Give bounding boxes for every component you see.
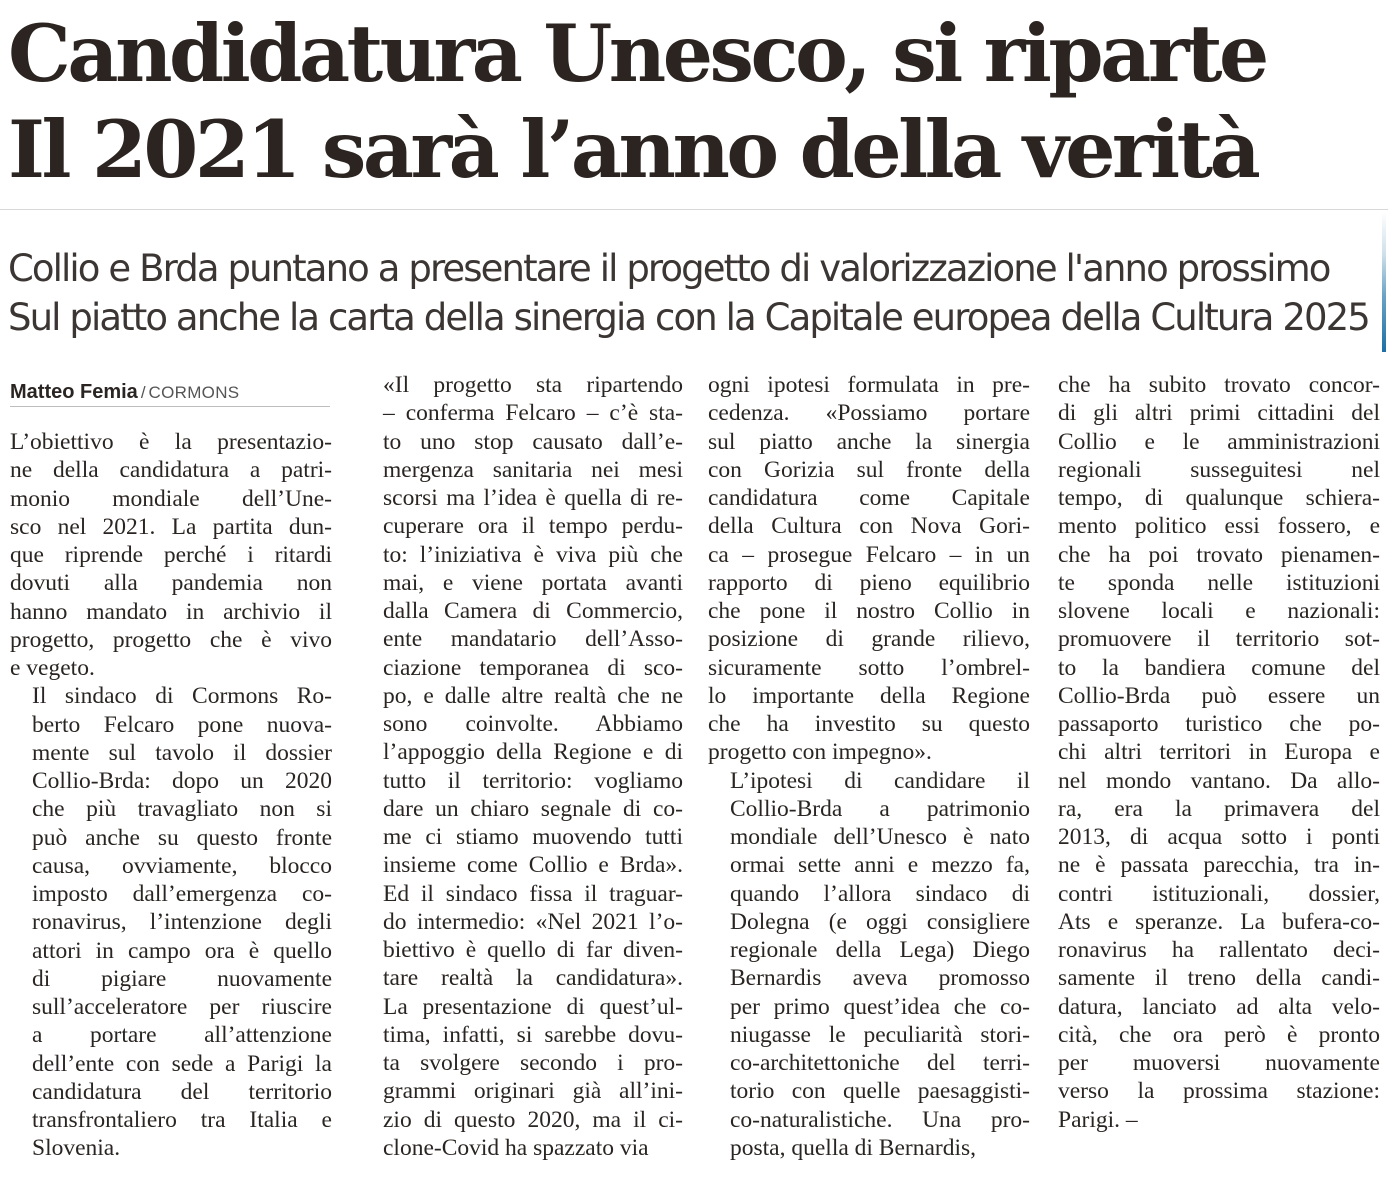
- article-line: ne della candidatura a patri-: [10, 457, 332, 484]
- article-line: scorsi ma l’idea è quella di re-: [383, 485, 683, 511]
- article-line: mente sul tavolo il dossier: [32, 739, 332, 766]
- article-line: te sponda nelle istituzioni: [1058, 569, 1380, 596]
- article-line: sul piatto anche la sinergia: [708, 428, 1030, 455]
- article-line: mergenza sanitaria nei mesi: [383, 456, 683, 483]
- article-line: grammi originari già all’ini-: [383, 1078, 683, 1105]
- article-column-2: [361, 371, 683, 1162]
- article-line: po, e dalle altre realtà che ne: [383, 682, 683, 709]
- article-line: e vegeto.: [10, 655, 95, 681]
- article-line: chi altri territori in Europa e: [1058, 739, 1380, 766]
- article-line: lo importante della Regione: [708, 682, 1030, 709]
- article-line: L’obiettivo è la presentazio-: [10, 429, 332, 455]
- article-paragraph: [10, 428, 332, 682]
- article-line: co-naturalistiche. Una pro-: [730, 1106, 1030, 1133]
- article-line: ronavirus ha rallentato deci-: [1058, 937, 1380, 963]
- article-line: posta, quella di Bernardis,: [730, 1134, 977, 1161]
- article-line: quando l’allora sindaco di: [730, 880, 1030, 907]
- article-line: insieme come Collio e Brda».: [383, 852, 683, 879]
- article-line: ente mandatario dell’Asso-: [383, 626, 683, 653]
- article-line: cedenza. «Possiamo portare: [708, 400, 1030, 427]
- article-line: ca – prosegue Felcaro – in un: [708, 541, 1030, 568]
- article-line: «Il progetto sta ripartendo: [383, 372, 683, 398]
- article-line: datura, lanciato ad alta velo-: [1058, 993, 1380, 1020]
- subheadline-line: Collio e Brda puntano a presentare il progetto di valorizzazione l'anno prossimo: [8, 247, 1330, 290]
- article-line: tutto il territorio: vogliamo: [383, 767, 683, 794]
- article-line: me ci stiamo muovendo tutti: [383, 824, 683, 850]
- article-line: promuovere il territorio sot-: [1058, 626, 1380, 653]
- article-line: progetto con impegno».: [708, 739, 932, 766]
- article-line: mento politico essi fossero, e: [1058, 513, 1380, 540]
- article-line: sicuramente sotto l’ombrel-: [708, 654, 1030, 681]
- article-line: imposto dall’emergenza co-: [32, 881, 332, 907]
- article-line: di pigiare nuovamente: [32, 965, 332, 992]
- article-line: Ed il sindaco fissa il traguar-: [383, 880, 683, 907]
- article-line: rapporto di pieno equilibrio: [708, 569, 1030, 596]
- byline-author: Matteo Femia: [10, 381, 138, 403]
- article-line: hanno mandato in archivio il: [10, 598, 332, 625]
- article-line: causa, ovviamente, blocco: [32, 852, 332, 879]
- article-line: passaporto turistico che po-: [1058, 711, 1380, 737]
- article-line: verso la prossima stazione:: [1058, 1078, 1380, 1105]
- article-line: dovuti alla pandemia non: [10, 570, 332, 597]
- article-line: di gli altri primi cittadini del: [1058, 400, 1380, 427]
- article-line: ogni ipotesi formulata in pre-: [708, 372, 1030, 398]
- article-line: candidatura del territorio: [32, 1078, 332, 1105]
- headline-line: Candidatura Unesco, si riparte: [8, 7, 1266, 100]
- article-line: attori in campo ora è quello: [32, 937, 332, 964]
- byline: [10, 379, 239, 406]
- article-line: dalla Camera di Commercio,: [383, 598, 683, 624]
- byline-place: CORMONS: [148, 383, 240, 402]
- article-line: ra, era la primavera del: [1058, 795, 1380, 822]
- article-line: che ha subito trovato concor-: [1058, 372, 1380, 398]
- article-line: – conferma Felcaro – c’è sta-: [383, 400, 683, 427]
- article-line: per primo quest’idea che co-: [730, 993, 1030, 1020]
- byline-rule: [10, 406, 330, 407]
- article-line: Collio e le amministrazioni: [1058, 428, 1380, 455]
- article-paragraph: [10, 682, 332, 1162]
- article-line: per muoversi nuovamente: [1058, 1050, 1380, 1076]
- article-line: posizione di grande rilievo,: [708, 626, 1030, 653]
- article-line: Collio-Brda può essere un: [1058, 682, 1380, 709]
- article-column-1: [10, 428, 332, 1163]
- article-line: to uno stop causato dall’e-: [383, 428, 683, 455]
- article-line: to: l’iniziativa è viva più che: [383, 541, 683, 568]
- article-line: torio con quelle paesaggisti-: [730, 1078, 1030, 1105]
- article-line: transfrontaliero tra Italia e: [32, 1107, 332, 1133]
- article-paragraph: [708, 767, 1030, 1163]
- article-line: a portare all’attenzione: [32, 1022, 332, 1049]
- article-line: ronavirus, l’intenzione degli: [32, 909, 332, 936]
- article-line: Il sindaco di Cormons Ro-: [32, 683, 332, 710]
- article-line: La presentazione di quest’ul-: [383, 993, 683, 1020]
- article-line: Collio-Brda: dopo un 2020: [32, 768, 332, 794]
- article-line: slovene locali e nazionali:: [1058, 598, 1380, 624]
- top-divider: [0, 209, 1388, 210]
- article-line: biettivo è quello di far diven-: [383, 937, 683, 963]
- article-line: L’ipotesi di candidare il: [730, 767, 1030, 794]
- article-paragraph: [708, 371, 1030, 767]
- article-line: ne è passata parecchia, tra in-: [1058, 852, 1380, 879]
- article-line: to la bandiera comune del: [1058, 654, 1380, 681]
- article-line: co-architettoniche del terri-: [730, 1050, 1030, 1076]
- article-line: sono coinvolte. Abbiamo: [383, 711, 683, 737]
- article-line: niugasse le peculiarità stori-: [730, 1021, 1030, 1048]
- article-paragraph: [361, 371, 683, 1162]
- byline-separator: /: [140, 383, 146, 402]
- article-line: do intermedio: «Nel 2021 l’o-: [383, 908, 683, 935]
- article-line: dare un chiaro segnale di co-: [383, 795, 683, 822]
- article-line: progetto, progetto che è vivo: [10, 626, 332, 653]
- article-line: contri istituzionali, dossier,: [1058, 880, 1380, 907]
- article-line: mai, e viene portata avanti: [383, 569, 683, 596]
- article-line: sull’acceleratore per riuscire: [32, 994, 332, 1020]
- subheadline-line: Sul piatto anche la carta della sinergia con la Capitale europea della Cultura 2025: [8, 296, 1369, 339]
- article-line: che pone il nostro Collio in: [708, 598, 1030, 624]
- article-line: candidatura come Capitale: [708, 485, 1030, 511]
- article-paragraph: [1058, 371, 1380, 1134]
- article-line: ormai sette anni e mezzo fa,: [730, 852, 1030, 879]
- article-line: samente il treno della candi-: [1058, 965, 1380, 992]
- headline: [8, 6, 1388, 198]
- article-line: della Cultura con Nova Gori-: [708, 513, 1030, 540]
- article-line: berto Felcaro pone nuova-: [32, 711, 332, 738]
- article-line: Slovenia.: [32, 1135, 121, 1162]
- article-line: che ha poi trovato pienamen-: [1058, 541, 1380, 568]
- article-column-3: [708, 371, 1030, 1162]
- article-line: Ats e speranze. La bufera-co-: [1058, 908, 1380, 935]
- article-line: Collio-Brda a patrimonio: [730, 795, 1030, 822]
- subheadline: [8, 244, 1388, 342]
- article-line: sco nel 2021. La partita dun-: [10, 513, 332, 540]
- article-line: nel mondo vantano. Da allo-: [1058, 767, 1380, 794]
- article-line: 2013, di acqua sotto i ponti: [1058, 824, 1380, 850]
- article-line: ta svolgere secondo i pro-: [383, 1050, 683, 1076]
- article-line: cuperare ora il tempo perdu-: [383, 513, 683, 540]
- article-line: clone-Covid ha spazzato via: [383, 1134, 649, 1161]
- article-line: mondiale dell’Unesco è nato: [730, 824, 1030, 850]
- article-line: Dolegna (e oggi consigliere: [730, 908, 1030, 935]
- article-line: que riprende perché i ritardi: [10, 542, 332, 568]
- article-line: Parigi. –: [1058, 1106, 1138, 1133]
- article-line: l’appoggio della Regione e di: [383, 739, 683, 766]
- headline-line: Il 2021 sarà l’anno della verità: [8, 103, 1258, 196]
- article-line: che ha investito su questo: [708, 711, 1030, 737]
- article-line: che più travagliato non si: [32, 796, 332, 823]
- article-line: ciazione temporanea di sco-: [383, 654, 683, 681]
- article-line: Bernardis aveva promosso: [730, 965, 1030, 992]
- article-line: tare realtà la candidatura».: [383, 965, 683, 992]
- article-line: tima, infatti, si sarebbe dovu-: [383, 1021, 683, 1048]
- article-line: può anche su questo fronte: [32, 824, 332, 851]
- article-line: con Gorizia sul fronte della: [708, 456, 1030, 483]
- article-line: tempo, di qualunque schiera-: [1058, 485, 1380, 511]
- article-line: dell’ente con sede a Parigi la: [32, 1050, 332, 1077]
- article-line: zio di questo 2020, ma il ci-: [383, 1106, 683, 1133]
- article-line: monio mondiale dell’Une-: [10, 485, 332, 512]
- article-line: cità, che ora però è pronto: [1058, 1021, 1380, 1048]
- article-line: regionale della Lega) Diego: [730, 937, 1030, 963]
- article-column-4: [1058, 371, 1380, 1134]
- article-line: regionali susseguitesi nel: [1058, 456, 1380, 483]
